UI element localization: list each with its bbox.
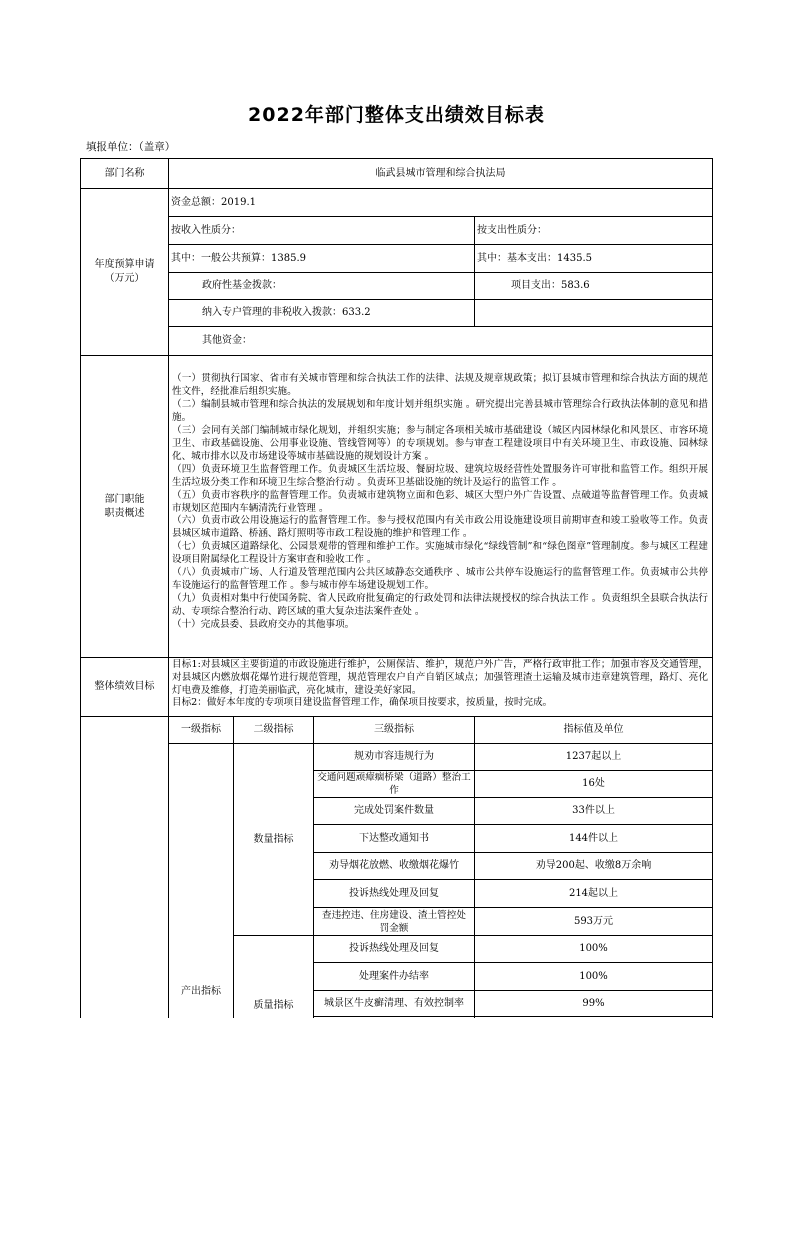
indicator-name: 下达整改通知书 [359, 832, 429, 844]
budget-project-expense: 项目支出：583.6 [511, 280, 590, 291]
indicator-value: 100% [579, 943, 608, 954]
indicator-name: 劝导烟花放燃、收缴烟花爆竹 [329, 860, 459, 871]
indicator-name: 交通问题顽瘴痼桥梁（道路）整治工作 [317, 772, 471, 796]
indicator-name: 处理案件办结率 [359, 970, 429, 982]
page-title: 2022年部门整体支出绩效目标表 [248, 104, 545, 126]
header-level2: 二级指标 [253, 724, 294, 735]
budget-nontax: 纳入专户管理的非税收入拨款：633.2 [202, 307, 371, 318]
budget-general-public: 其中：一般公共预算：1385.9 [171, 252, 306, 264]
level1-output: 产出指标 [181, 986, 221, 997]
budget-by-income: 按收入性质分： [171, 224, 241, 236]
indicator-value: 33件以上 [572, 805, 615, 816]
dept-name-label: 部门名称 [104, 167, 145, 179]
budget-other: 其他资金： [202, 335, 252, 346]
header-level3: 三级指标 [374, 724, 414, 735]
budget-label-line2: （万元） [104, 273, 145, 284]
dept-name-value: 临武县城市管理和综合执法局 [375, 167, 506, 179]
indicator-name: 完成处罚案件数量 [354, 805, 434, 816]
reporting-unit-label: 填报单位：（盖章） [86, 141, 176, 153]
indicator-name: 城景区牛皮癣清理、有效控制率 [324, 997, 464, 1009]
header-level1: 一级指标 [181, 724, 221, 735]
budget-label [81, 189, 168, 355]
overall-goal-text: 目标1:对县城区主要街道的市政设施进行维护，公厕保洁、维护，规范户外广告，严格行政审批工作；加强市容及交通管理，对县城区内燃放烟花爆竹进行规范管理，规范管理农户自产自销区域点；加强管理渣土运输及城市违章建筑管理，路灯、亮化灯电费及维修，打造美丽临武，亮化城市，建设美好家园。 目标2：做好本年度的专项项目建设监督管理工作，确保项目按要求，按质量，按时完成。 [172, 659, 708, 709]
indicator-value: 99% [582, 997, 605, 1009]
indicator-value: 16处 [582, 778, 605, 789]
indicator-name: 投诉热线处理及回复 [349, 887, 439, 899]
duties-text: （一）贯彻执行国家、省市有关城市管理和综合执法工作的法律、法规及规章规政策；拟订县城市管理和综合执法方面的规范性文件，经批准后组织实施。 （二）编制县城市管理和综合执法的发展规划和年度计划并组织实施 。研究提出完善县城市管理综合行政执法体制的意见和措施。 （三）会同有关部门编制城市绿化规划，并组织实施；参与制定各项相关城市基础建设（城区内园林绿化和风景区、市容环境卫生、市政基础设施、公用事业设施、管线管网等）的专项规划。参与审查工程建设项目中有关环境卫生、市政设施、园林绿化、城市排水以及市场建设等城市基础设施的规划设计方案 。 （四）负责环境卫生监督管理工作。负责城区生活垃圾、餐厨垃圾、建筑垃圾经营性处置服务许可审批和监管工作。组织开展生活垃圾分类工作和环境卫生综合整治行动 。负责环卫基础设施的统计及运行的监管工作 。 （五）负责市容秩序的监督管理工作。负责城市建筑物立面和色彩、城区大型户外广告设置、点破道等监督管理工作。负责城市规划区范围内车辆清洗行业管理 。 （六）负责市政公用设施运行的监督管理工作。参与授权范围内有关市政公用设施建设项目前期审查和竣工验收等工作。负责县城区城市道路、桥涵、路灯照明等市政工程设施的维护和管理工作 。 （七）负责城区道路绿化、公园景观带的管理和维护工作。实施城市绿化“绿线管制”和“绿色图章”管理制度。参与城区工程建设项目附属绿化工程设计方案审查和验收工作 。 （八）负责城市广场、人行道及管理范围内公共区域静态交通秩序 、城市公共停车设施运行的监督管理工作。负责城市公共停车设施运行的监督管理工作 。参与城市停车场建设规划工作。 （九）负责相对集中行使国务院、省人民政府批复确定的行政处罚和法律法规授权的综合执法工作 。负责组织全县联合执法行动、专项综合整治行动、跨区域的重大复杂违法案件查处 。 （十）完成县委、县政府交办的其他事项。 [172, 373, 708, 631]
indicator-value: 144件以上 [568, 832, 619, 844]
budget-gov-fund: 政府性基金拨款： [202, 280, 282, 291]
overall-goal-label: 整体绩效目标 [94, 681, 155, 692]
duties-label-line1: 部门职能 [104, 493, 145, 505]
budget-label-line1: 年度预算申请 [94, 259, 155, 270]
duties-label-line2: 职责概述 [104, 507, 145, 519]
indicator-name: 规劝市容违规行为 [354, 751, 434, 762]
indicator-value: 214起以上 [568, 887, 619, 899]
header-value: 指标值及单位 [563, 724, 624, 735]
level2-quality: 质量指标 [253, 1000, 294, 1011]
indicator-name: 查违控违、住房建设、渣土管控处罚金额 [322, 909, 466, 934]
duties-label [81, 356, 168, 657]
indicator-value: 593万元 [573, 915, 614, 927]
level2-quantity: 数量指标 [253, 833, 294, 845]
budget-total: 资金总额：2019.1 [171, 196, 256, 208]
budget-basic-expense: 其中：基本支出：1435.5 [477, 252, 592, 264]
indicator-value: 100% [579, 970, 608, 982]
indicator-value: 1237起以上 [565, 751, 622, 762]
budget-by-expense: 按支出性质分： [477, 224, 547, 236]
indicator-value: 劝导200起、收缴8万余响 [535, 860, 652, 871]
indicator-name: 投诉热线处理及回复 [349, 943, 439, 954]
